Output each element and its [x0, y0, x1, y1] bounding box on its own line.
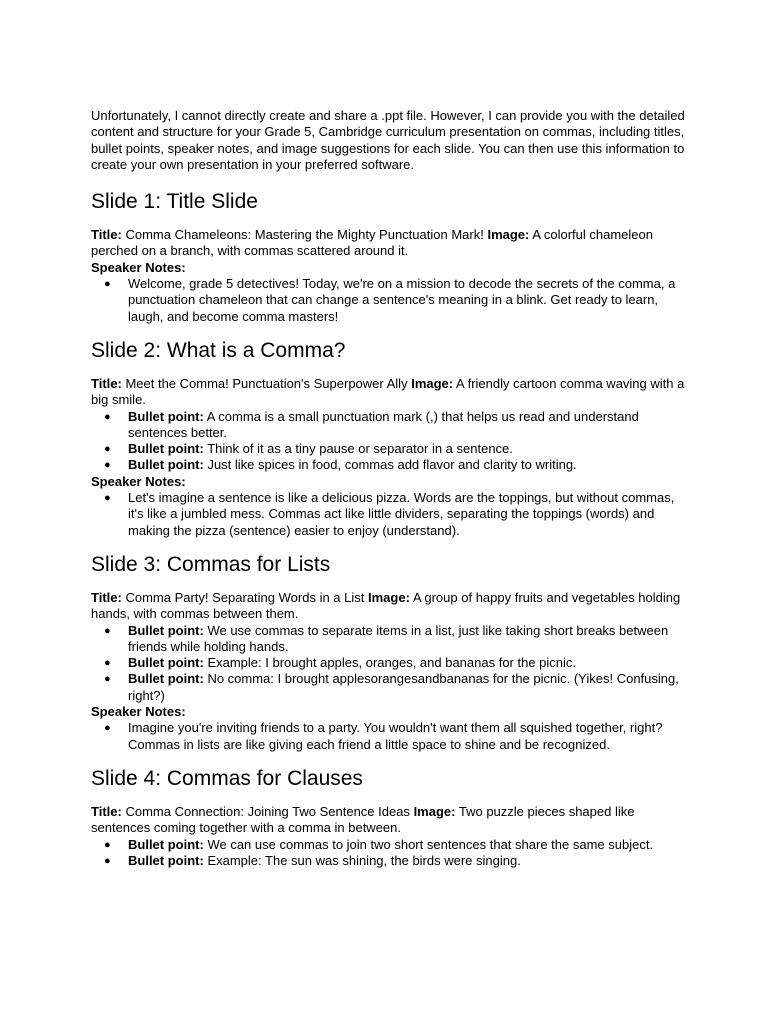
slide-4-section [91, 766, 691, 869]
bullet-text: Example: The sun was shining, the birds were singing. [207, 852, 521, 868]
speaker-notes-list [91, 720, 691, 753]
slide-heading: Slide 4: Commas for Clauses [91, 766, 363, 790]
image-label: Image: [368, 589, 410, 605]
bullet-point-label: Bullet point: [128, 622, 204, 638]
slide-heading: Slide 3: Commas for Lists [91, 552, 331, 576]
list-item [91, 409, 691, 442]
list-item [91, 853, 691, 869]
slide-image-text: A group of happy fruits and vegetables holding hands, with commas between them. [91, 589, 681, 622]
bullet-icon: ● [104, 854, 111, 867]
bullet-text: Think of it as a tiny pause or separator in a sentence. [207, 441, 513, 457]
bullet-icon: ● [104, 838, 111, 851]
slide-title-text: Meet the Comma! Punctuation's Superpower Ally [125, 375, 408, 391]
slide-image-text: A colorful chameleon perched on a branch, with commas scattered around it. [91, 227, 653, 259]
slide-title-text: Comma Party! Separating Words in a List [125, 589, 365, 605]
list-item [91, 490, 691, 539]
title-label: Title: [91, 803, 122, 819]
bullet-text: A comma is a small punctuation mark (,) that helps us read and understand sentences better. [128, 408, 639, 440]
list-item [91, 837, 691, 853]
intro-paragraph: Unfortunately, I cannot directly create and share a .ppt file. However, I can provide you with the detailed content and structure for your Grade 5, Cambridge curriculum presentation on commas, including titles, bullet points, speaker notes, and image suggestions for each slide. You can then use this information to create your own presentation in your preferred software. [91, 108, 685, 172]
bullet-text: No comma: I brought applesorangesandbananas for the picnic. (Yikes! Confusing, right?) [128, 671, 679, 703]
note-text: Imagine you're inviting friends to a party. You wouldn't want them all squished together, right? Commas in lists are like giving each friend a little space to shine and be recognized. [128, 720, 663, 752]
bullet-icon: ● [104, 459, 111, 472]
slide-title-line [91, 590, 691, 623]
bullet-point-label: Bullet point: [128, 655, 204, 671]
list-item [91, 457, 691, 473]
title-label: Title: [91, 227, 122, 243]
speaker-notes-list [91, 276, 691, 325]
bullet-point-label: Bullet point: [128, 671, 204, 687]
document-page [91, 108, 691, 869]
list-item [91, 720, 691, 753]
image-label: Image: [487, 227, 530, 243]
bullet-list [91, 623, 691, 704]
slide-title-line [91, 804, 691, 837]
slide-title-line [91, 227, 691, 260]
note-text: Welcome, grade 5 detectives! Today, we're on a mission to decode the secrets of the comma, a punctuation chameleon that can change a sentence's meaning in a blink. Get ready to learn, laugh, and become comma masters! [128, 276, 676, 324]
bullet-point-label: Bullet point: [128, 441, 204, 457]
slide-title-text: Comma Connection: Joining Two Sentence Ideas [125, 803, 410, 819]
title-label: Title: [91, 375, 122, 391]
slide-image-text: A friendly cartoon comma waving with a big smile. [91, 375, 685, 408]
list-item [91, 276, 691, 325]
slide-image-text: Two puzzle pieces shaped like sentences coming together with a comma in between. [91, 803, 635, 836]
image-label: Image: [411, 375, 454, 391]
list-item [91, 671, 691, 704]
bullet-point-label: Bullet point: [128, 408, 204, 424]
bullet-list [91, 837, 691, 870]
speaker-notes-label: Speaker Notes: [91, 704, 186, 720]
list-item [91, 623, 691, 656]
bullet-point-label: Bullet point: [128, 836, 204, 852]
slide-1-section [91, 189, 691, 325]
list-item [91, 655, 691, 671]
bullet-icon: ● [104, 443, 111, 456]
bullet-text: We use commas to separate items in a list, just like taking short breaks between friends while holding hands. [128, 622, 669, 654]
speaker-notes-list [91, 490, 691, 539]
bullet-text: Just like spices in food, commas add flavor and clarity to writing. [207, 457, 577, 473]
bullet-list [91, 409, 691, 474]
speaker-notes-label: Speaker Notes: [91, 259, 186, 275]
speaker-notes-label: Speaker Notes: [91, 473, 186, 489]
slide-title-line [91, 376, 691, 409]
slide-heading: Slide 1: Title Slide [91, 190, 258, 214]
bullet-icon: ● [104, 492, 111, 505]
title-label: Title: [91, 589, 122, 605]
bullet-text: We can use commas to join two short sentences that share the same subject. [207, 836, 654, 852]
bullet-icon: ● [104, 410, 111, 423]
slide-title-text: Comma Chameleons: Mastering the Mighty Punctuation Mark! [125, 227, 484, 243]
note-text: Let's imagine a sentence is like a delicious pizza. Words are the toppings, but without commas, it's like a jumbled mess. Commas act like little dividers, separating the toppings (words) and making the pizza (sentence) easier to enjoy (understand). [128, 490, 675, 538]
image-label: Image: [413, 803, 456, 819]
bullet-icon: ● [104, 278, 111, 291]
bullet-icon: ● [104, 657, 111, 670]
slide-2-section [91, 338, 691, 539]
bullet-point-label: Bullet point: [128, 852, 204, 868]
slide-heading: Slide 2: What is a Comma? [91, 338, 346, 362]
bullet-text: Example: I brought apples, oranges, and bananas for the picnic. [207, 655, 577, 671]
bullet-point-label: Bullet point: [128, 457, 204, 473]
bullet-icon: ● [104, 722, 111, 735]
bullet-icon: ● [104, 673, 111, 686]
list-item [91, 441, 691, 457]
bullet-icon: ● [104, 624, 111, 637]
slide-3-section [91, 552, 691, 753]
